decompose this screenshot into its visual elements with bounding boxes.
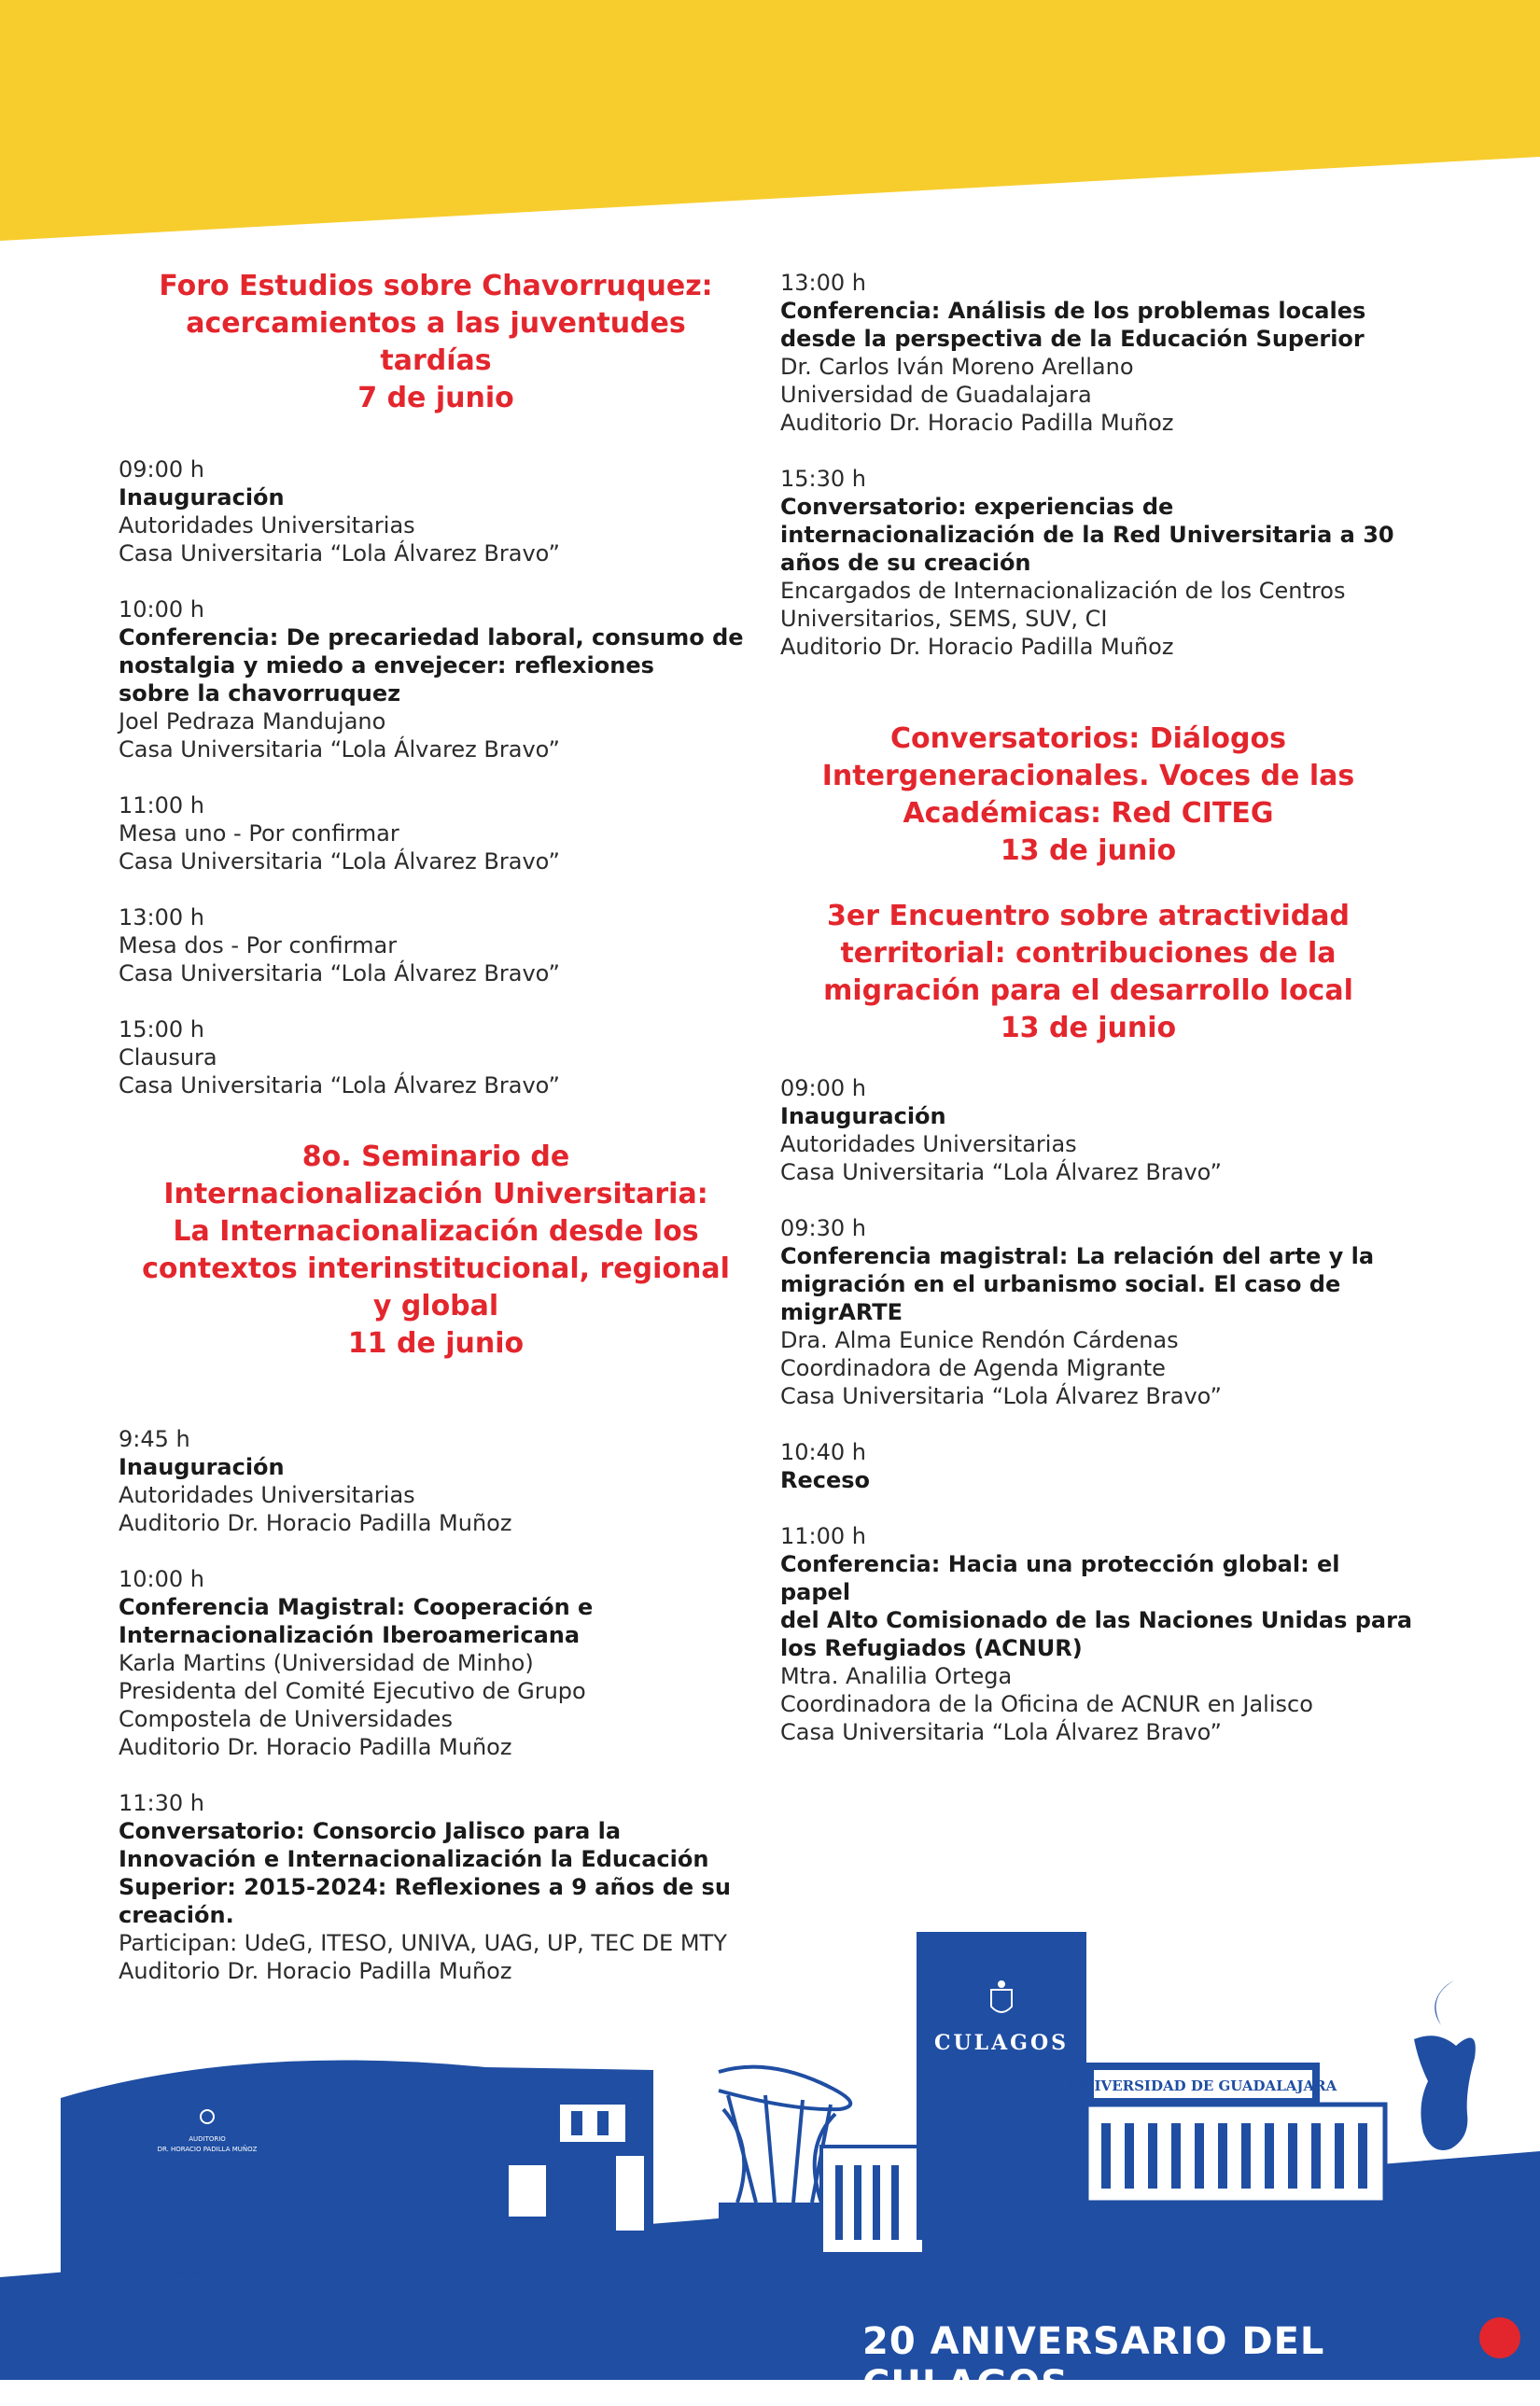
event-time: 15:00 h [119,1016,205,1042]
event-encuentro-inauguracion: 09:00 h Inauguración Autoridades Universitarias Casa Universitaria “Lola Álvarez Bravo” [780,1075,1222,1185]
svg-text:AUDITORIO: AUDITORIO [189,2135,226,2143]
seminario-section-title: 8o. Seminario de Internacionalización Universitaria: La Internacionalización desde los contextos interinstitucional, regional y global 11 de junio [142,1140,730,1360]
event-foro-conferencia: 10:00 h Conferencia: De precariedad laboral, consumo de nostalgia y miedo a envejecer: reflexiones sobre la chavorruquez Joel Pedraza Mandujano Casa Universitaria “Lola Álvarez Bravo” [119,596,744,762]
event-time: 13:00 h [780,270,867,296]
anniversary-red-dot [1479,2317,1520,2358]
event-time: 15:30 h [780,466,867,492]
event-time: 10:40 h [780,1439,867,1465]
event-title: Inauguración [780,1103,946,1129]
event-time: 09:30 h [780,1215,867,1241]
svg-text:DR. HORACIO PADILLA MUÑOZ: DR. HORACIO PADILLA MUÑOZ [157,2146,258,2153]
event-seminario-conversatorio: 11:30 h Conversatorio: Consorcio Jalisco para la Innovación e Internacionalización la Educación Superior: 2015-2024: Reflexiones a 9 años de su creación. Participan: UdeG, ITESO, UNIVA, UAG, UP, TEC DE MTY Auditorio Dr. Horacio Padilla Muñoz [119,1790,731,1984]
event-seminario-inauguracion: 9:45 h Inauguración Autoridades Universitarias Auditorio Dr. Horacio Padilla Muñoz [119,1426,512,1536]
event-time: 09:00 h [119,456,205,483]
event-encuentro-receso [780,1438,870,1494]
event-title: Conferencia magistral: La relación del arte y la [780,1243,1375,1269]
event-time: 11:00 h [119,792,205,818]
event-title: Conferencia: Hacia una protección global: el papel [780,1551,1340,1605]
event-foro-inauguracion: 09:00 h Inauguración Autoridades Universitarias Casa Universitaria “Lola Álvarez Bravo” [119,456,560,567]
event-time: 11:30 h [119,1790,205,1816]
event-title: Conferencia Magistral: Cooperación e [119,1594,594,1620]
event-seminario-conferencia: 10:00 h Conferencia Magistral: Cooperación e Internacionalización Iberoamericana Karla Martins (Universidad de Minho) Presidenta del Comité Ejecutivo de Grupo Compostela de Universidades Auditorio Dr. Horacio Padilla Muñoz [119,1566,594,1760]
event-title: Conferencia: Análisis de los problemas locales [780,298,1366,324]
event-time: 10:00 h [119,1566,205,1592]
foro-section-title: Foro Estudios sobre Chavorruquez: acercamientos a las juventudes tardías 7 de junio [159,270,713,414]
event-time: 09:00 h [780,1075,867,1101]
event-time: 11:00 h [780,1523,867,1549]
event-title: Inauguración [119,1454,285,1480]
top-yellow-banner [0,0,1540,243]
event-seminario-red-universitaria: 15:30 h Conversatorio: experiencias de internacionalización de la Red Universitaria a 30 años de su creación Encargados de Internacionalización de los Centros Universitarios, SEMS, SUV, CI Auditorio Dr. Horacio Padilla Muñoz [780,466,1394,660]
event-title: Inauguración [119,484,285,511]
event-title: Conversatorio: Consorcio Jalisco para la [119,1818,622,1844]
event-seminario-analisis: 13:00 h Conferencia: Análisis de los problemas locales desde la perspectiva de la Educación Superior Dr. Carlos Iván Moreno Arellano Universidad de Guadalajara Auditorio Dr. Horacio Padilla Muñoz [780,270,1366,436]
event-title: Conferencia: De precariedad laboral, consumo de [119,624,744,650]
event-foro-mesa-dos: 13:00 h Mesa dos - Por confirmar Casa Universitaria “Lola Álvarez Bravo” [119,904,560,986]
event-encuentro-conferencia-magistral: 09:30 h Conferencia magistral: La relación del arte y la migración en el urbanismo social. El caso de migrARTE Dra. Alma Eunice Rendón Cárdenas Coordinadora de Agenda Migrante Casa Universitaria “Lola Álvarez Bravo” [780,1215,1375,1409]
anniversary-banner-text: 20 ANIVERSARIO DEL CULAGOS [862,2320,1325,2406]
event-foro-clausura: 15:00 h Clausura Casa Universitaria “Lola Álvarez Bravo” [119,1016,560,1098]
campus-skyline-illustration [0,1923,1540,2380]
conversatorios-section-title: Conversatorios: Diálogos Intergeneracionales. Voces de las Académicas: Red CITEG 13 de junio [821,722,1355,867]
event-time: 10:00 h [119,596,205,622]
svg-text:CULAGOS: CULAGOS [933,2031,1070,2055]
svg-text:UNIVERSIDAD DE GUADALAJARA: UNIVERSIDAD DE GUADALAJARA [1069,2077,1337,2094]
sculpture-icon [1414,1980,1476,2150]
encuentro-section-title: 3er Encuentro sobre atractividad territorial: contribuciones de la migración para el desarrollo local 13 de junio [823,900,1353,1044]
event-title: Conversatorio: experiencias de [780,494,1174,520]
event-foro-mesa-uno: 11:00 h Mesa uno - Por confirmar Casa Universitaria “Lola Álvarez Bravo” [119,792,560,874]
event-title: Receso [780,1467,871,1493]
event-time: 13:00 h [119,904,205,930]
event-encuentro-acnur: 11:00 h Conferencia: Hacia una protección global: el papel del Alto Comisionado de las Naciones Unidas para los Refugiados (ACNUR) Mtra. Analilia Ortega Coordinadora de la Oficina de ACNUR en Jalisco Casa Universitaria “Lola Álvarez Bravo” [780,1522,1415,1746]
event-time: 9:45 h [119,1426,190,1452]
